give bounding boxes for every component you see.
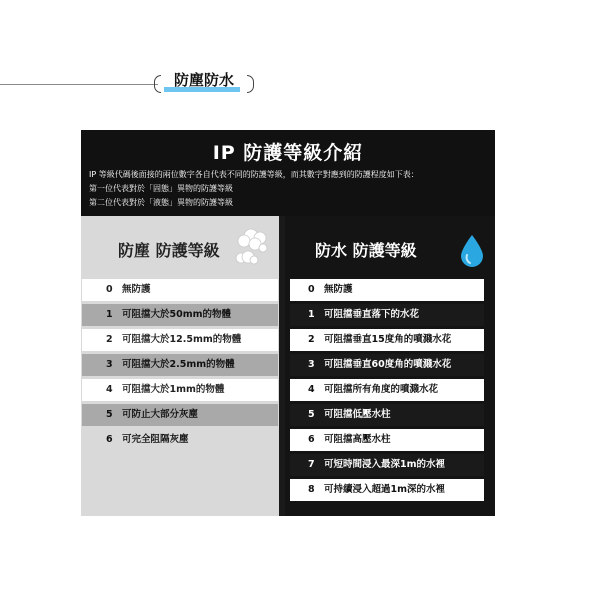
water-protection-column [285, 216, 495, 516]
water-column-title: 防水 防護等級 [315, 241, 417, 260]
rating-text: 可阻擋大於12.5mm的物體 [122, 334, 242, 345]
rating-number: 3 [106, 359, 113, 370]
rating-text: 無防護 [324, 284, 353, 295]
list-item [290, 479, 484, 501]
section-title: 防塵防水 [173, 71, 234, 89]
dust-cloud-icon [231, 224, 275, 268]
rating-number: 8 [308, 484, 315, 495]
rating-text: 可阻擋垂直15度角的噴濺水花 [324, 334, 452, 345]
list-item [82, 279, 278, 301]
description-line: 第二位代表對於「液態」異物的防護等級 [89, 198, 233, 207]
rating-number: 0 [106, 284, 113, 295]
list-item [290, 304, 484, 326]
description-line: IP 等級代碼後面接的兩位數字各自代表不同的防護等級，而其數字對應到的防護程度如下表： [89, 170, 419, 179]
rating-text: 可短時間浸入最深1m的水裡 [324, 459, 446, 470]
heading-bracket-right [247, 75, 254, 93]
list-item [290, 379, 484, 401]
list-item [290, 404, 484, 426]
rating-number: 5 [308, 409, 315, 420]
water-drop-icon [459, 234, 485, 268]
water-rating-list [285, 279, 495, 504]
rating-number: 1 [308, 309, 315, 320]
rating-number: 4 [106, 384, 113, 395]
list-item [290, 429, 484, 451]
list-item [290, 329, 484, 351]
panel-header [81, 130, 495, 216]
rating-text: 可阻擋垂直60度角的噴濺水花 [324, 359, 452, 370]
list-item [82, 304, 278, 326]
list-item [290, 279, 484, 301]
rating-text: 無防護 [122, 284, 151, 295]
rating-text: 可阻擋大於1mm的物體 [122, 384, 225, 395]
list-item [82, 354, 278, 376]
rating-number: 3 [308, 359, 315, 370]
rating-number: 0 [308, 284, 315, 295]
rating-text: 可完全阻隔灰塵 [122, 434, 189, 445]
rating-number: 4 [308, 384, 315, 395]
rating-text: 可持續浸入超過1m深的水裡 [324, 484, 446, 495]
list-item [82, 379, 278, 401]
section-heading [154, 69, 254, 97]
rating-text: 可阻擋所有角度的噴濺水花 [324, 384, 439, 395]
rating-number: 7 [308, 459, 315, 470]
panel-title: IP 防護等級介紹 [212, 142, 364, 164]
list-item [290, 454, 484, 476]
list-item [82, 404, 278, 426]
dust-column-title: 防塵 防護等級 [118, 241, 220, 260]
rating-number: 6 [106, 434, 113, 445]
ip-rating-panel [81, 130, 495, 516]
panel-description [89, 168, 419, 210]
list-item [290, 354, 484, 376]
rating-text: 可防止大部分灰塵 [122, 409, 199, 420]
rating-number: 5 [106, 409, 113, 420]
dust-rating-list [81, 279, 279, 454]
rating-text: 可阻擋大於2.5mm的物體 [122, 359, 235, 370]
rating-text: 可阻擋低壓水柱 [324, 409, 391, 420]
rating-text: 可阻擋大於50mm的物體 [122, 309, 232, 320]
heading-bracket-left [154, 75, 161, 93]
list-item [82, 329, 278, 351]
rating-text: 可阻擋垂直落下的水花 [324, 309, 420, 320]
rating-number: 2 [106, 334, 113, 345]
rating-number: 1 [106, 309, 113, 320]
dust-protection-column [81, 216, 279, 516]
list-item [82, 429, 278, 451]
rating-number: 2 [308, 334, 315, 345]
description-line: 第一位代表對於「固態」異物的防護等級 [89, 184, 233, 193]
section-divider-line [0, 84, 158, 85]
rating-text: 可阻擋高壓水柱 [324, 434, 391, 445]
rating-number: 6 [308, 434, 315, 445]
